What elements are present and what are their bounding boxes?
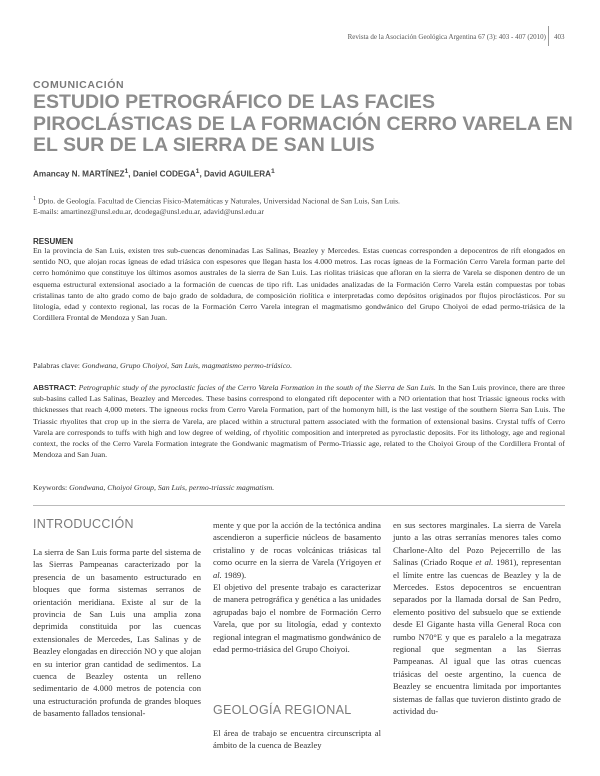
keywords-label: Keywords: xyxy=(33,483,68,492)
resumen-text: En la provincia de San Luis, existen tres sub-cuencas denominadas Las Salinas, Beazley y Mercedes. Estas cuencas corresponden a depocentros de rift elongados en sentido NO, que alojan rocas ígneas de edad triásica con espesores que llegan hasta los 4.000 metros. Las rocas ígneas de la Formación Cerro Varela forman parte del cerro homónimo que constituye los últimos asomos australes de la sierra de San Luis. Las riolitas triásicas que afloran en la sierra de Varela se disponen dentro de un esquema estructural extensional asociado a la formación de cuencas de tipo rift. Las unidades analizadas de la Formación Cerro Varela están compuestas por tobas cristalinas tanto de alto grado como de bajo grado de soldadura, de composición riolítica e interpretadas como depósitos originados por flujos piroclásticos. Por su litología, edad y contexto regional, las rocas de la Formación Cerro Varela integran el magmatismo gondwánico del Grupo Choiyoi de edad permo-triásica de la Cordillera Frontal de Mendoza y San Juan. xyxy=(33,246,565,323)
author-mark: 1 xyxy=(195,168,200,175)
abstract-heading: ABSTRACT: xyxy=(33,383,77,392)
citation-etal: et al. xyxy=(213,557,381,580)
affiliation-emails: E-mails: amartinez@unsl.edu.ar, dcodega@unsl.edu.ar, adavid@unsl.edu.ar xyxy=(33,207,265,217)
paper-title: ESTUDIO PETROGRÁFICO DE LAS FACIES PIROCLÁSTICAS DE LA FORMACIÓN CERRO VARELA EN EL SUR DE LA SIERRA DE SAN LUIS xyxy=(33,91,573,156)
affiliation xyxy=(33,194,563,218)
introduccion-col3 xyxy=(393,519,561,718)
author-list: Amancay N. MARTÍNEZ$^1$, Daniel CODEGA$^1$, David AGUILERA$^1$ xyxy=(33,168,275,179)
citation-etal: et al. xyxy=(475,557,494,568)
abstract-block xyxy=(33,382,565,460)
introduccion-heading: INTRODUCCIÓN xyxy=(33,517,134,531)
keywords-terms: Gondwana, Choiyoi Group, San Luis, permo-triassic magmatism. xyxy=(69,483,275,492)
affiliation-mark: 1 xyxy=(33,195,37,202)
author-name: Daniel CODEGA xyxy=(132,169,196,179)
palabras-clave-terms: Gondwana, Grupo Choiyoi, San Luis, magmatismo permo-triásico. xyxy=(81,361,293,370)
resumen-heading: RESUMEN xyxy=(33,237,74,246)
introduccion-col3-b: 1981), representan el límite entre las cuencas de Beazley y la de Mercedes. Estos depocentros se encuentran separados por la llamada dorsal de San Pedro, elemento positivo del subsuelo que se extiende desde El Gigante hasta villa General Roca con rumbo N70°E y que es paralelo a la megatraza regional que segmentan a las Sierras Pampeanas. Al igual que las otras cuencas triásicas del oeste argentino, la cuenca de Beazley se encuentra limitada por importantes sistemas de fallas que tuvieron distinto grado de actividad du- xyxy=(393,557,561,717)
introduccion-col2-p2: El objetivo del presente trabajo es caracterizar de manera petrográfica y genética a las unidades agrupadas bajo el nombre de Formación Cerro Varela, que por su litología, edad y contexto regional integran el magmatismo gondwánico de edad permo-triásica del Grupo Choiyoi. xyxy=(213,582,381,655)
introduccion-col2 xyxy=(213,519,381,655)
header-divider xyxy=(548,26,549,46)
introduccion-col2-p1: mente y que por la acción de la tectónica andina ascendieron a superficie núcleos de basamento cristalino y de rocas volcánicas triásicas tal como ocurre en la sierra de Varela (Yrigoyen xyxy=(213,520,381,568)
section-label: COMUNICACIÓN xyxy=(33,79,125,91)
author-mark: 1 xyxy=(124,168,129,175)
palabras-clave-label: Palabras clave: xyxy=(33,361,80,370)
introduccion-col3-a: en sus sectores marginales. La sierra de Varela junto a las otras serranías menores tales como Charlone-Alto del Pozo Pejecerrillo de las Salinas (Criado Roque xyxy=(393,520,561,568)
affiliation-department: Dpto. de Geología. Facultad de Ciencias Físico-Matemáticas y Naturales, Universidad Nacional de San Luis, San Luis. xyxy=(38,196,400,206)
keywords xyxy=(33,483,565,492)
section-divider xyxy=(33,505,565,506)
abstract-text: In the San Luis province, there are three sub-basins called Las Salinas, Beazley and Mercedes. These basins correspond to elongated rift depocenter with a NO orientation that host Triassic igneous rocks with thicknesses that reach 4,000 meters. The igneous rocks from Cerro Varela Formation, part of the homonym hill, is the last vestige of the southern Sierra San Luis. The Triassic rhyolites that crop up in the sierra de Varela, are placed within a structural pattern associated with the formation of extensional basins. Crystal tuffs of Cerro Varela are corresponds to tuffs with high and low degree of welding, of rhyolitic composition and interpreted as pyroclastic deposits. For its lithology, age and regional context, the rocks of the Cerro Varela Formation integrate the Gondwanic magmatism of Permo-Triassic age, related to the Choiyoi Group of the Cordillera Frontal of Mendoza and San Juan. xyxy=(33,383,565,460)
introduccion-col2-p1-end: 1989). xyxy=(224,569,247,580)
geologia-text: El área de trabajo se encuentra circunscripta al ámbito de la cuenca de Beazley xyxy=(213,728,381,751)
author-name: David AGUILERA xyxy=(204,169,272,179)
abstract-title: Petrographic study of the pyroclastic facies of the Cerro Varela Formation in the south of the Sierra de San Luis. xyxy=(78,383,436,392)
geologia-heading: GEOLOGÍA REGIONAL xyxy=(213,703,352,717)
introduccion-col1: La sierra de San Luis forma parte del sistema de las Sierras Pampeanas caracterizado por la presencia de un basamento estructurado en bloques que forma sistemas serranos de orientación meridiana. Existe al sur de la provincia de San Luis una amplia zona deprimida constituida por las cuencas extensionales de Mercedes, Las Salinas y de Beazley elongadas en dirección NO y que alojan en su interior gran cantidad de sedimentos. La cuenca de Beazley ostenta un relleno sedimentario de 4.000 metros de potencia con una estructuración profunda de grandes bloques de basamento fallados tensional- xyxy=(33,547,201,719)
palabras-clave xyxy=(33,361,565,370)
author-mark: 1 xyxy=(271,168,275,175)
page-number: 403 xyxy=(554,33,565,41)
author-name: Amancay N. MARTÍNEZ xyxy=(33,169,125,179)
running-head: Revista de la Asociación Geológica Argentina 67 (3): 403 - 407 (2010) xyxy=(347,33,546,41)
